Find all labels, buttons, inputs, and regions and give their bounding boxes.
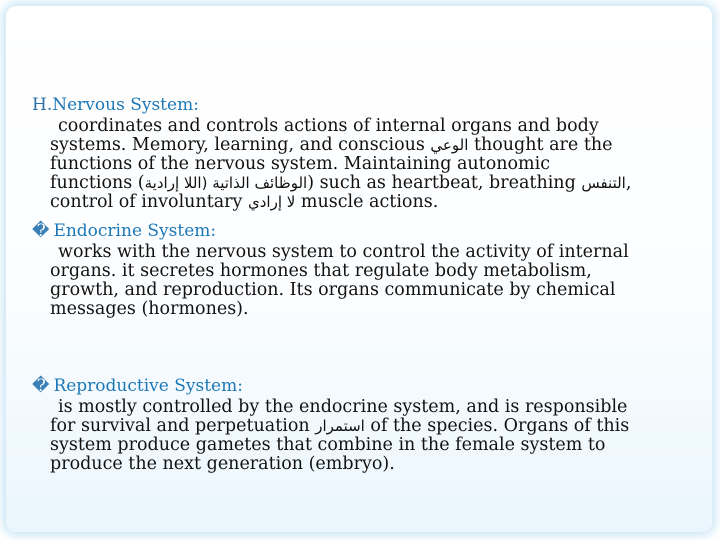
paragraph-line: produce the next generation (embryo). <box>50 454 395 474</box>
slide-background <box>6 6 712 532</box>
endocrine-system-section <box>32 220 672 319</box>
section-heading <box>32 375 672 397</box>
paragraph-line: system produce gametes that combine in the female system to <box>50 435 606 455</box>
reproductive-system-section <box>32 375 672 474</box>
arabic-term: الوعي <box>430 136 469 154</box>
section-heading <box>32 94 672 116</box>
paragraph-line: messages (hormones). <box>50 299 249 319</box>
arabic-term: استمرار <box>315 417 365 435</box>
heading-prefix: H. <box>32 95 53 115</box>
section-heading <box>32 220 672 242</box>
heading-title: Endocrine System: <box>53 221 217 241</box>
arabic-term: لا إرادي <box>248 193 296 211</box>
heading-title: Reproductive System: <box>53 376 243 396</box>
section-body <box>50 398 672 474</box>
paragraph-line: growth, and reproduction. Its organs communicate by chemical <box>50 280 616 300</box>
nervous-system-section <box>32 94 672 212</box>
bullet-icon: � <box>32 376 50 396</box>
paragraph-line: functions (الوظائف الذاتية (اللا إرادية) such as heartbeat, breathing التنفس, <box>50 173 632 193</box>
arabic-term: الوظائف الذاتية (اللا إرادية <box>144 174 308 192</box>
paragraph-line: control of involuntary لا إرادي muscle actions. <box>50 192 439 212</box>
paragraph-line: coordinates and controls actions of internal organs and body <box>58 116 599 136</box>
paragraph-line: works with the nervous system to control the activity of internal <box>58 242 629 262</box>
arabic-term: التنفس <box>581 174 626 192</box>
paragraph-line: organs. it secretes hormones that regulate body metabolism, <box>50 261 592 281</box>
paragraph-line: systems. Memory, learning, and conscious الوعي thought are the <box>50 135 613 155</box>
bullet-icon: � <box>32 221 50 241</box>
paragraph-line: for survival and perpetuation استمرار of the species. Organs of this <box>50 416 630 436</box>
paragraph-line: is mostly controlled by the endocrine system, and is responsible <box>58 397 628 417</box>
section-body <box>50 117 672 212</box>
paragraph-line: functions of the nervous system. Maintaining autonomic <box>50 154 551 174</box>
section-body <box>50 243 672 319</box>
heading-title: Nervous System: <box>52 95 199 115</box>
